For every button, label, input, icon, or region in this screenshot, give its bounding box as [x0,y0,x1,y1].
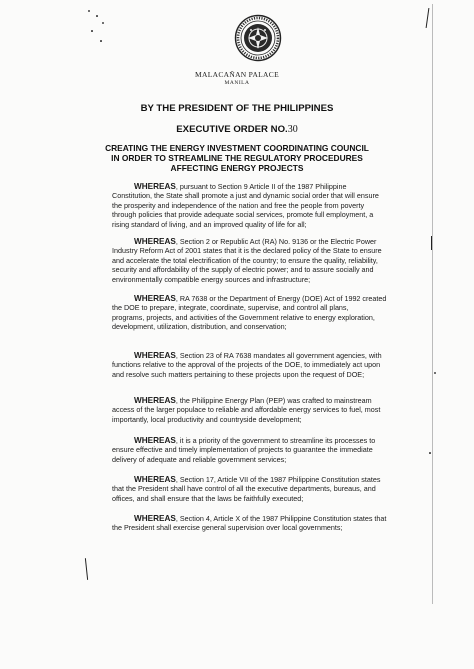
scan-artifact [88,10,90,12]
paragraph-line: , pursuant to Section 9 Article II of the 1987 Philippine [175,182,347,191]
paragraph-line: Constitution, the State shall promote a just and dynamic social order that will ensure [112,191,379,201]
scan-artifact [431,236,432,250]
paragraph-line: the prosperity and independence of the nation and free the people from poverty [112,200,365,210]
paragraph-line: programs, projects, and activities of the Government relative to energy exploration, [112,312,375,322]
paragraph-line: environmentally compatible energy sources and infrastructure; [112,274,311,284]
whereas-paragraph [112,436,422,464]
title-line: AFFECTING ENERGY PROJECTS [170,163,304,173]
executive-order-heading [0,124,474,135]
paragraph-line: , Section 17, Article VII of the 1987 Philippine Constitution states [175,475,381,484]
whereas-paragraph [112,514,422,533]
paragraph-line: security and affordability of the supply of electric power; and to assure socially and [112,265,374,275]
president-heading: BY THE PRESIDENT OF THE PHILIPPINES [140,103,334,114]
whereas-paragraph [112,182,422,229]
whereas-keyword: WHEREAS [134,514,176,523]
paragraph-line: importantly, local productivity and countryside development; [112,414,302,424]
paragraph-line: , it is a priority of the government to streamline its processes to [175,436,376,445]
scan-artifact [91,30,93,32]
palace-name: MALACAÑAN PALACE [195,70,279,79]
whereas-keyword: WHEREAS [134,396,176,405]
whereas-keyword: WHEREAS [134,436,176,445]
whereas-paragraph [112,475,422,503]
paragraph-line: and accelerate the total electrification of the country; to ensure the quality, reliability, [112,255,378,265]
presidential-seal-icon [234,14,282,62]
order-number: 30 [287,124,298,135]
paragraph-line: , Section 2 or Republic Act (RA) No. 9136 or the Electric Power [175,237,377,246]
paragraph-line: , RA 7638 or the Department of Energy (DOE) Act of 1992 created [175,294,387,303]
palace-city: MANILA [224,80,250,86]
paragraph-line: , Section 23 of RA 7638 mandates all government agencies, with [175,351,382,360]
whereas-keyword: WHEREAS [134,351,176,360]
paragraph-line: ensure effective and timely implementation of projects to guarantee the immediate [112,445,373,455]
scan-artifact [102,22,104,24]
paragraph-line: and resolve such matters pertaining to these projects upon the request of DOE; [112,369,365,379]
order-label: EXECUTIVE ORDER NO. [176,124,288,135]
paragraph-line: , Section 4, Article X of the 1987 Philippine Constitution states that [175,514,387,523]
paragraph-line: access of the larger populace to reliable and affordable energy services to fuel, most [112,405,381,415]
paragraph-line: delivery of adequate and reliable government services; [112,454,287,464]
paragraph-line: offices, and shall ensure that the laws be faithfully executed; [112,493,304,503]
whereas-keyword: WHEREAS [134,237,176,246]
scan-artifact [429,452,431,454]
whereas-paragraph [112,237,422,284]
paragraph-line: Industry Reform Act of 2001 states that it is the declared policy of the State to ensure [112,246,382,256]
whereas-paragraph [112,294,422,332]
paragraph-line: development, utilization, distribution, and conservation; [112,322,287,332]
paragraph-line: functions relative to the approval of the projects of the DOE, to immediately act upon [112,360,381,370]
whereas-keyword: WHEREAS [134,294,176,303]
paragraph-line: the President shall exercise general supervision over local governments; [112,523,343,533]
whereas-keyword: WHEREAS [134,475,176,484]
whereas-paragraph [112,351,422,379]
paragraph-line: through policies that provide adequate social services, promote full employment, a [112,210,374,220]
scan-artifact [85,558,89,580]
order-title [0,143,474,173]
scan-artifact [96,15,98,17]
paragraph-line: that the President shall have control of all the executive departments, bureaus, and [112,484,376,494]
paragraph-line: the DOE to prepare, integrate, coordinate, supervise, and control all plans, [112,303,349,313]
scan-artifact [434,372,436,374]
title-line: CREATING THE ENERGY INVESTMENT COORDINATING COUNCIL [105,143,369,153]
whereas-keyword: WHEREAS [134,182,176,191]
scan-artifact [100,40,102,42]
whereas-paragraph [112,396,422,424]
paragraph-line: , the Philippine Energy Plan (PEP) was crafted to mainstream [175,396,372,405]
scan-artifact [426,8,430,28]
scan-artifact [432,4,433,604]
paragraph-line: rising standard of living, and an improved quality of life for all; [112,219,307,229]
title-line: IN ORDER TO STREAMLINE THE REGULATORY PROCEDURES [111,153,363,163]
